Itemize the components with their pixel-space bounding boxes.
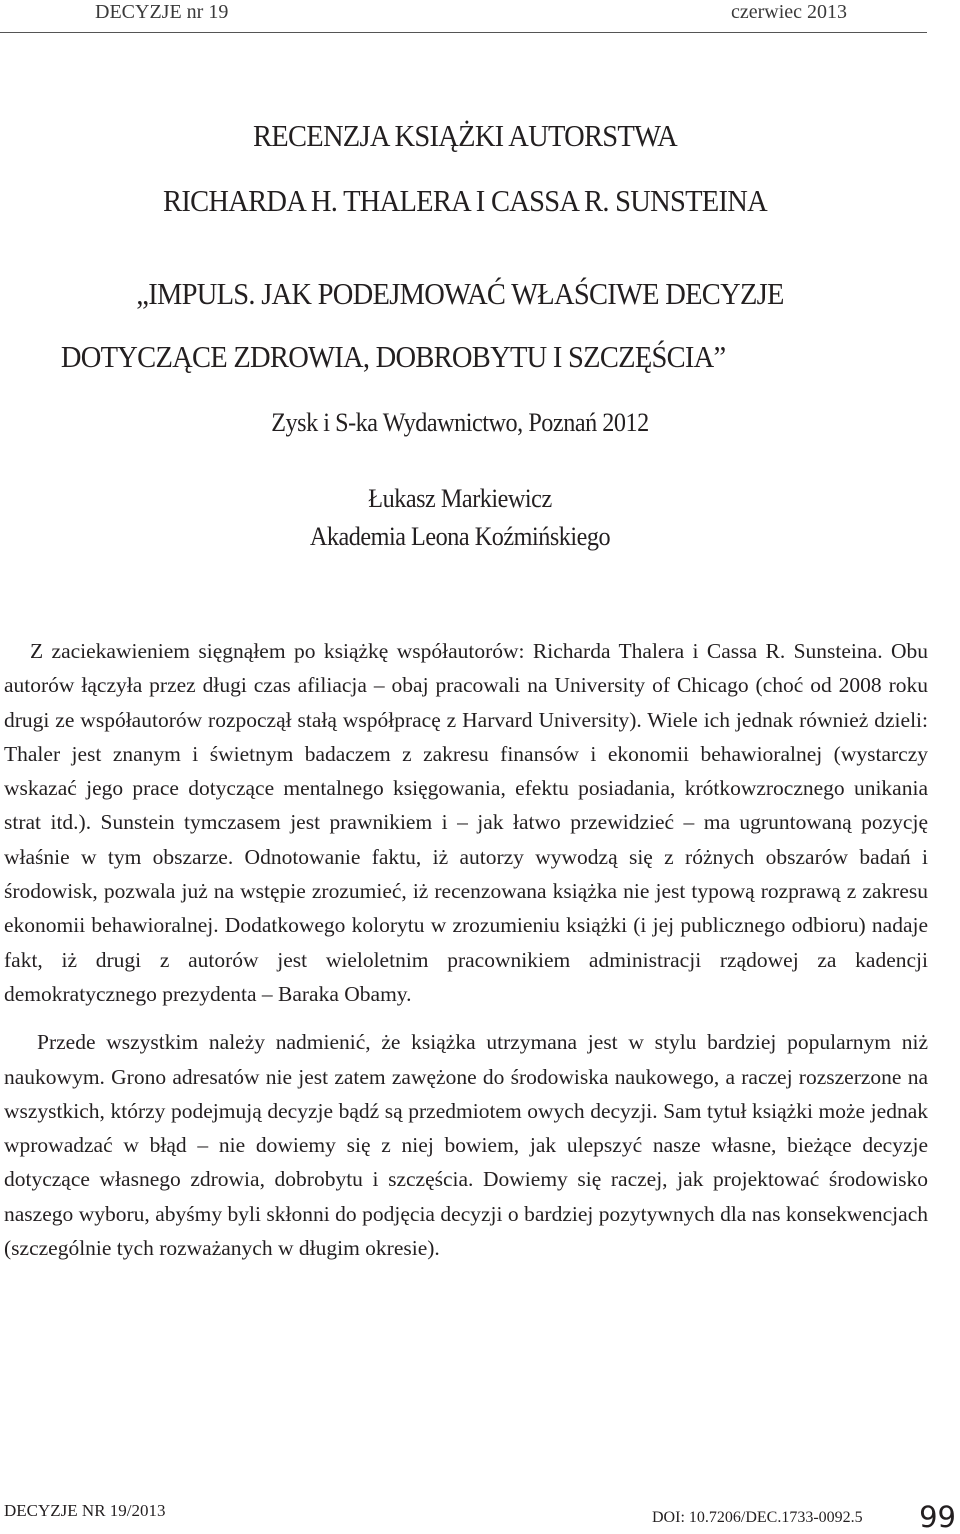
author-name: Łukasz Markiewicz <box>368 484 552 513</box>
paragraph: Przede wszystkim należy nadmienić, że książka utrzymana jest w stylu bardziej popularnym niż naukowym. Grono adresatów nie jest zatem zawężone do środowiska naukowego, a raczej rozszerzone na wszystkich, którzy podejmują decyzje bądź są przedmiotem owych decyzji. Sam tytuł książki może jednak wprowadzać w błąd – nie dowiemy się z niej bowiem, jak ulepszyć nasze własne, bieżące decyzje dotyczące własnego zdrowia, dobrobytu i szczęścia. Dowiemy się raczej, jak projektować środowisko naszego wyboru, abyśmy byli skłonni do podjęcia decyzji o bardziej pozytywnych dla nas konsekwencjach (szczególnie tych rozważanych w długim okresie). <box>4 1030 928 1261</box>
title-line-2: RICHARDA H. THALERA I CASSA R. SUNSTEINA <box>163 183 767 218</box>
title-line-3: „IMPULS. JAK PODEJMOWAĆ WŁAŚCIWE DECYZJE <box>136 276 784 311</box>
footer-journal: DECYZJE NR 19/2013 <box>4 1501 166 1520</box>
article-body <box>4 634 928 1265</box>
journal-issue: DECYZJE nr 19 <box>95 1 229 23</box>
title-line-4: DOTYCZĄCE ZDROWIA, DOBROBYTU I SZCZĘŚCIA” <box>60 339 726 374</box>
header-divider <box>0 32 927 33</box>
paragraph: Z zaciekawieniem sięgnąłem po książkę współautorów: Richarda Thalera i Cassa R. Sunsteina. Obu autorów łączyła przez długi czas afiliacja – obaj pracowali na University of Chicago (choć od 2008 roku drugi ze współautorów rozpoczął stałą współpracę z Harvard University). Wiele ich jednak również dzieli: Thaler jest znanym i świetnym badaczem z zakresu finansów i ekonomii behawioralnej (wystarczy wskazać jego prace dotyczące mentalnego księgowania, efektu posiadania, krótkowzrocznego unikania strat itd.). Sunstein tymczasem jest prawnikiem i – jak łatwo przewidzieć – ma ugruntowaną pozycję właśnie w tym obszarze. Odnotowanie faktu, iż autorzy wywodzą się z różnych obszarów badań i środowisk, pozwala już na wstępie zrozumieć, iż recenzowana książka nie jest typową rozprawą z zakresu ekonomii behawioralnej. Dodatkowego kolorytu w zrozumieniu książki (i jej publicznego odbioru) nadaje fakt, iż drugi z autorów jest wieloletnim pracownikiem administracji rządowej za kadencji demokratycznego prezydenta – Baraka Obamy. <box>4 639 928 1006</box>
publisher-info: Zysk i S-ka Wydawnictwo, Poznań 2012 <box>271 408 649 437</box>
page-number: 99 <box>919 1500 956 1534</box>
issue-date: czerwiec 2013 <box>730 1 847 23</box>
footer-doi: DOI: 10.7206/DEC.1733-0092.5 <box>652 1509 863 1526</box>
title-line-1: RECENZJA KSIĄŻKI AUTORSTWA <box>252 118 678 153</box>
author-affiliation: Akademia Leona Koźmińskiego <box>309 522 611 551</box>
running-header <box>95 0 847 26</box>
